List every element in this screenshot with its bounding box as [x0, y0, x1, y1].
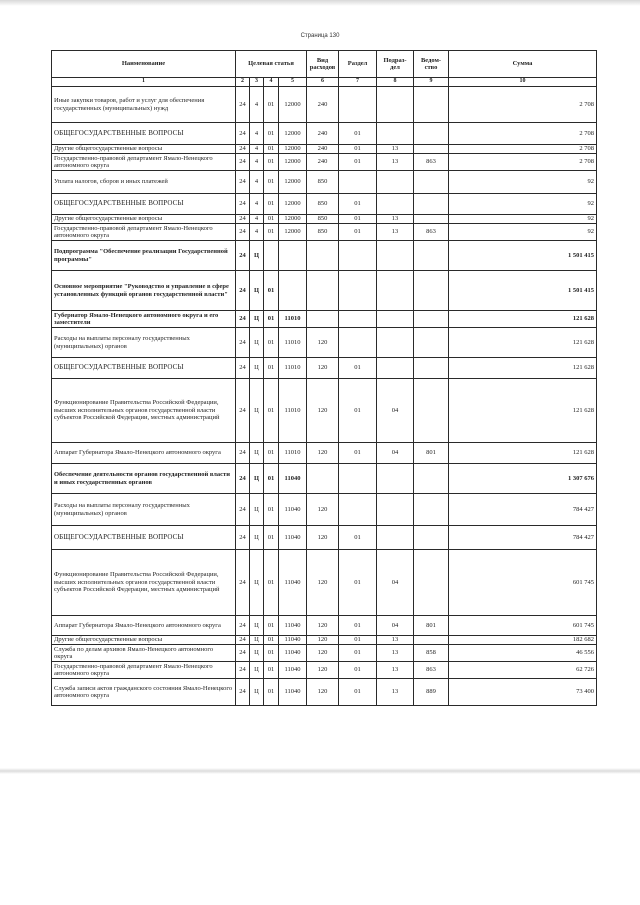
code-part-1-cell: 24: [236, 224, 250, 241]
row-name-cell: Государственно-правовой департамент Ямало-Ненецкого автономного округа: [52, 154, 236, 171]
code-part-4-cell: 11040: [279, 526, 307, 550]
row-name-cell: Функционирование Правительства Российской Федерации, высших исполнительных органов государственной власти субъектов Российской Федерации, местных администраций: [52, 550, 236, 616]
table-row: [52, 271, 597, 311]
code-part-3-cell: 01: [264, 662, 279, 679]
column-number: 5: [279, 78, 307, 87]
column-number: 9: [414, 78, 449, 87]
code-part-4-cell: 11010: [279, 328, 307, 358]
sum-cell: 92: [449, 224, 597, 241]
code-part-4-cell: 11010: [279, 443, 307, 464]
subsection-cell: [377, 311, 414, 328]
code-part-4-cell: 11040: [279, 662, 307, 679]
expense-type-cell: [307, 311, 339, 328]
code-part-4-cell: 12000: [279, 154, 307, 171]
code-part-4-cell: 12000: [279, 171, 307, 194]
code-part-3-cell: [264, 241, 279, 271]
expense-type-cell: 850: [307, 215, 339, 224]
code-part-4-cell: 12000: [279, 194, 307, 215]
subsection-cell: [377, 194, 414, 215]
table-row: [52, 241, 597, 271]
subsection-cell: 13: [377, 224, 414, 241]
table-row: [52, 123, 597, 145]
department-cell: [414, 328, 449, 358]
row-name-cell: ОБЩЕГОСУДАРСТВЕННЫЕ ВОПРОСЫ: [52, 526, 236, 550]
section-cell: [339, 328, 377, 358]
subsection-cell: 13: [377, 645, 414, 662]
code-part-1-cell: 24: [236, 379, 250, 443]
code-part-1-cell: 24: [236, 194, 250, 215]
code-part-4-cell: 11010: [279, 379, 307, 443]
table-row: [52, 154, 597, 171]
table-row: [52, 526, 597, 550]
section-cell: 01: [339, 526, 377, 550]
budget-table: [51, 50, 597, 706]
code-part-2-cell: 4: [250, 145, 264, 154]
code-part-1-cell: 24: [236, 87, 250, 123]
code-part-1-cell: 24: [236, 645, 250, 662]
code-part-1-cell: 24: [236, 494, 250, 526]
code-part-1-cell: 24: [236, 241, 250, 271]
code-part-1-cell: 24: [236, 550, 250, 616]
code-part-4-cell: 11040: [279, 494, 307, 526]
code-part-3-cell: 01: [264, 145, 279, 154]
code-part-1-cell: 24: [236, 662, 250, 679]
code-part-4-cell: 12000: [279, 123, 307, 145]
subsection-cell: 04: [377, 616, 414, 636]
column-number: 6: [307, 78, 339, 87]
department-cell: [414, 171, 449, 194]
column-number-row: [52, 78, 597, 87]
header-target-article: Целевая статья: [236, 51, 307, 78]
table-row: [52, 145, 597, 154]
department-cell: [414, 550, 449, 616]
code-part-1-cell: 24: [236, 271, 250, 311]
code-part-2-cell: 4: [250, 171, 264, 194]
row-name-cell: Иные закупки товаров, работ и услуг для обеспечения государственных (муниципальных) нужд: [52, 87, 236, 123]
department-cell: 889: [414, 679, 449, 706]
expense-type-cell: 120: [307, 328, 339, 358]
row-name-cell: Государственно-правовой департамент Ямало-Ненецкого автономного округа: [52, 224, 236, 241]
subsection-cell: [377, 526, 414, 550]
code-part-3-cell: 01: [264, 616, 279, 636]
code-part-4-cell: 11040: [279, 645, 307, 662]
sum-cell: 2 708: [449, 123, 597, 145]
code-part-2-cell: Ц: [250, 679, 264, 706]
code-part-3-cell: 01: [264, 328, 279, 358]
department-cell: [414, 494, 449, 526]
code-part-3-cell: 01: [264, 171, 279, 194]
section-cell: 01: [339, 379, 377, 443]
code-part-1-cell: 24: [236, 171, 250, 194]
sum-cell: 73 400: [449, 679, 597, 706]
subsection-cell: [377, 358, 414, 379]
row-name-cell: Служба записи актов гражданского состояния Ямало-Ненецкого автономного округа: [52, 679, 236, 706]
code-part-2-cell: Ц: [250, 271, 264, 311]
department-cell: [414, 87, 449, 123]
code-part-3-cell: 01: [264, 224, 279, 241]
code-part-4-cell: [279, 241, 307, 271]
subsection-cell: 13: [377, 154, 414, 171]
expense-type-cell: 120: [307, 526, 339, 550]
table-row: [52, 679, 597, 706]
header-section: Раздел: [339, 51, 377, 78]
table-row: [52, 224, 597, 241]
code-part-4-cell: 12000: [279, 215, 307, 224]
code-part-4-cell: 11040: [279, 550, 307, 616]
code-part-3-cell: 01: [264, 154, 279, 171]
expense-type-cell: 120: [307, 636, 339, 645]
row-name-cell: Аппарат Губернатора Ямало-Ненецкого автономного округа: [52, 443, 236, 464]
code-part-2-cell: 4: [250, 194, 264, 215]
code-part-2-cell: 4: [250, 154, 264, 171]
table-row: [52, 87, 597, 123]
sum-cell: 92: [449, 194, 597, 215]
sum-cell: 46 556: [449, 645, 597, 662]
code-part-2-cell: Ц: [250, 311, 264, 328]
code-part-3-cell: 01: [264, 464, 279, 494]
subsection-cell: 13: [377, 636, 414, 645]
header-name: Наименование: [52, 51, 236, 78]
subsection-cell: [377, 464, 414, 494]
row-name-cell: Аппарат Губернатора Ямало-Ненецкого автономного округа: [52, 616, 236, 636]
code-part-3-cell: 01: [264, 215, 279, 224]
code-part-1-cell: 24: [236, 464, 250, 494]
expense-type-cell: 850: [307, 194, 339, 215]
table-row: [52, 311, 597, 328]
department-cell: [414, 358, 449, 379]
code-part-3-cell: 01: [264, 87, 279, 123]
expense-type-cell: 120: [307, 550, 339, 616]
department-cell: [414, 464, 449, 494]
code-part-2-cell: 4: [250, 123, 264, 145]
row-name-cell: Функционирование Правительства Российской Федерации, высших исполнительных органов государственной власти субъектов Российской Федерации, местных администраций: [52, 379, 236, 443]
table-row: [52, 636, 597, 645]
expense-type-cell: 240: [307, 123, 339, 145]
subsection-cell: [377, 271, 414, 311]
table-row: [52, 215, 597, 224]
code-part-4-cell: 11040: [279, 636, 307, 645]
sum-cell: 121 628: [449, 379, 597, 443]
department-cell: [414, 145, 449, 154]
section-cell: 01: [339, 443, 377, 464]
code-part-4-cell: 11040: [279, 464, 307, 494]
column-number: 8: [377, 78, 414, 87]
code-part-4-cell: [279, 271, 307, 311]
subsection-cell: [377, 87, 414, 123]
code-part-2-cell: Ц: [250, 616, 264, 636]
department-cell: [414, 215, 449, 224]
code-part-2-cell: Ц: [250, 358, 264, 379]
department-cell: 801: [414, 443, 449, 464]
sum-cell: 62 726: [449, 662, 597, 679]
row-name-cell: ОБЩЕГОСУДАРСТВЕННЫЕ ВОПРОСЫ: [52, 358, 236, 379]
row-name-cell: Государственно-правовой департамент Ямало-Ненецкого автономного округа: [52, 662, 236, 679]
subsection-cell: 13: [377, 662, 414, 679]
expense-type-cell: 240: [307, 87, 339, 123]
code-part-3-cell: 01: [264, 679, 279, 706]
table-row: [52, 464, 597, 494]
department-cell: [414, 271, 449, 311]
section-cell: 01: [339, 194, 377, 215]
header-sum: Сумма: [449, 51, 597, 78]
table-row: [52, 171, 597, 194]
sum-cell: 121 628: [449, 358, 597, 379]
code-part-2-cell: Ц: [250, 379, 264, 443]
code-part-3-cell: 01: [264, 194, 279, 215]
sum-cell: 2 708: [449, 154, 597, 171]
expense-type-cell: 120: [307, 443, 339, 464]
sum-cell: 2 708: [449, 145, 597, 154]
code-part-1-cell: 24: [236, 358, 250, 379]
table-row: [52, 194, 597, 215]
subsection-cell: 04: [377, 550, 414, 616]
code-part-3-cell: 01: [264, 550, 279, 616]
table-row: [52, 494, 597, 526]
subsection-cell: [377, 328, 414, 358]
page-header: Страница 130: [300, 33, 340, 39]
section-cell: [339, 311, 377, 328]
sum-cell: 121 628: [449, 311, 597, 328]
table-row: [52, 328, 597, 358]
sum-cell: 784 427: [449, 494, 597, 526]
sum-cell: 182 682: [449, 636, 597, 645]
code-part-4-cell: 12000: [279, 145, 307, 154]
row-name-cell: Обеспечение деятельности органов государственной власти и иных государственных органов: [52, 464, 236, 494]
department-cell: [414, 311, 449, 328]
section-cell: [339, 241, 377, 271]
code-part-1-cell: 24: [236, 636, 250, 645]
code-part-2-cell: Ц: [250, 645, 264, 662]
department-cell: [414, 526, 449, 550]
section-cell: 01: [339, 616, 377, 636]
section-cell: 01: [339, 662, 377, 679]
expense-type-cell: 120: [307, 645, 339, 662]
scan-edge-top: [0, 0, 640, 6]
column-number: 10: [449, 78, 597, 87]
code-part-3-cell: 01: [264, 123, 279, 145]
expense-type-cell: 120: [307, 379, 339, 443]
department-cell: 863: [414, 662, 449, 679]
code-part-4-cell: 11040: [279, 679, 307, 706]
expense-type-cell: 240: [307, 145, 339, 154]
department-cell: [414, 636, 449, 645]
subsection-cell: 04: [377, 379, 414, 443]
row-name-cell: Служба по делам архивов Ямало-Ненецкого автономного округа: [52, 645, 236, 662]
section-cell: 01: [339, 645, 377, 662]
row-name-cell: ОБЩЕГОСУДАРСТВЕННЫЕ ВОПРОСЫ: [52, 194, 236, 215]
code-part-4-cell: 12000: [279, 87, 307, 123]
row-name-cell: Расходы на выплаты персоналу государственных (муниципальных) органов: [52, 328, 236, 358]
code-part-4-cell: 11040: [279, 616, 307, 636]
code-part-3-cell: 01: [264, 494, 279, 526]
section-cell: 01: [339, 224, 377, 241]
department-cell: 863: [414, 154, 449, 171]
sum-cell: 601 745: [449, 550, 597, 616]
sum-cell: 601 745: [449, 616, 597, 636]
code-part-2-cell: 4: [250, 215, 264, 224]
code-part-1-cell: 24: [236, 328, 250, 358]
subsection-cell: 13: [377, 215, 414, 224]
expense-type-cell: 850: [307, 171, 339, 194]
row-name-cell: Другие общегосударственные вопросы: [52, 145, 236, 154]
code-part-3-cell: 01: [264, 311, 279, 328]
row-name-cell: Основное мероприятие "Руководство и управление в сфере установленных функций органов государственной власти": [52, 271, 236, 311]
row-name-cell: Другие общегосударственные вопросы: [52, 215, 236, 224]
department-cell: 863: [414, 224, 449, 241]
expense-type-cell: 120: [307, 662, 339, 679]
department-cell: [414, 241, 449, 271]
table-row: [52, 379, 597, 443]
table-row: [52, 550, 597, 616]
code-part-1-cell: 24: [236, 215, 250, 224]
code-part-2-cell: 4: [250, 87, 264, 123]
code-part-4-cell: 11010: [279, 311, 307, 328]
row-name-cell: ОБЩЕГОСУДАРСТВЕННЫЕ ВОПРОСЫ: [52, 123, 236, 145]
sum-cell: 92: [449, 171, 597, 194]
header-department: Ведом-ство: [414, 51, 449, 78]
table-row: [52, 358, 597, 379]
department-cell: [414, 123, 449, 145]
code-part-2-cell: Ц: [250, 550, 264, 616]
sum-cell: 121 628: [449, 443, 597, 464]
code-part-1-cell: 24: [236, 123, 250, 145]
code-part-1-cell: 24: [236, 443, 250, 464]
subsection-cell: 13: [377, 145, 414, 154]
section-cell: [339, 171, 377, 194]
section-cell: 01: [339, 358, 377, 379]
sum-cell: 92: [449, 215, 597, 224]
code-part-3-cell: 01: [264, 379, 279, 443]
subsection-cell: [377, 241, 414, 271]
section-cell: 01: [339, 154, 377, 171]
subsection-cell: 13: [377, 679, 414, 706]
header-expense-type: Вид расходов: [307, 51, 339, 78]
code-part-3-cell: 01: [264, 443, 279, 464]
code-part-1-cell: 24: [236, 154, 250, 171]
code-part-4-cell: 12000: [279, 224, 307, 241]
subsection-cell: [377, 123, 414, 145]
expense-type-cell: 120: [307, 679, 339, 706]
section-cell: [339, 87, 377, 123]
department-cell: [414, 379, 449, 443]
section-cell: [339, 464, 377, 494]
department-cell: 801: [414, 616, 449, 636]
row-name-cell: Уплата налогов, сборов и иных платежей: [52, 171, 236, 194]
code-part-1-cell: 24: [236, 311, 250, 328]
sum-cell: 1 307 676: [449, 464, 597, 494]
department-cell: [414, 194, 449, 215]
subsection-cell: [377, 494, 414, 526]
expense-type-cell: 120: [307, 358, 339, 379]
code-part-2-cell: Ц: [250, 328, 264, 358]
code-part-2-cell: Ц: [250, 494, 264, 526]
expense-type-cell: 850: [307, 224, 339, 241]
expense-type-cell: [307, 464, 339, 494]
code-part-1-cell: 24: [236, 145, 250, 154]
code-part-3-cell: 01: [264, 271, 279, 311]
sum-cell: 1 501 415: [449, 271, 597, 311]
code-part-2-cell: Ц: [250, 526, 264, 550]
column-number: 2: [236, 78, 250, 87]
column-number: 3: [250, 78, 264, 87]
table-row: [52, 443, 597, 464]
code-part-2-cell: Ц: [250, 662, 264, 679]
code-part-3-cell: 01: [264, 358, 279, 379]
table-row: [52, 662, 597, 679]
table-row: [52, 616, 597, 636]
section-cell: 01: [339, 679, 377, 706]
expense-type-cell: [307, 271, 339, 311]
expense-type-cell: 120: [307, 494, 339, 526]
section-cell: [339, 494, 377, 526]
code-part-1-cell: 24: [236, 679, 250, 706]
code-part-2-cell: Ц: [250, 443, 264, 464]
scan-edge-bottom: [0, 768, 640, 774]
sum-cell: 1 501 415: [449, 241, 597, 271]
code-part-3-cell: 01: [264, 636, 279, 645]
section-cell: 01: [339, 215, 377, 224]
row-name-cell: Губернатор Ямало-Ненецкого автономного округа и его заместители: [52, 311, 236, 328]
code-part-3-cell: 01: [264, 526, 279, 550]
section-cell: 01: [339, 636, 377, 645]
subsection-cell: [377, 171, 414, 194]
code-part-2-cell: Ц: [250, 636, 264, 645]
table-row: [52, 645, 597, 662]
code-part-3-cell: 01: [264, 645, 279, 662]
expense-type-cell: 240: [307, 154, 339, 171]
section-cell: [339, 271, 377, 311]
department-cell: 858: [414, 645, 449, 662]
code-part-2-cell: 4: [250, 224, 264, 241]
sum-cell: 121 628: [449, 328, 597, 358]
row-name-cell: Подпрограмма "Обеспечение реализации Государственной программы": [52, 241, 236, 271]
column-number: 7: [339, 78, 377, 87]
code-part-2-cell: Ц: [250, 241, 264, 271]
section-cell: 01: [339, 550, 377, 616]
section-cell: 01: [339, 123, 377, 145]
section-cell: 01: [339, 145, 377, 154]
expense-type-cell: 120: [307, 616, 339, 636]
column-number: 1: [52, 78, 236, 87]
code-part-1-cell: 24: [236, 616, 250, 636]
code-part-1-cell: 24: [236, 526, 250, 550]
code-part-2-cell: Ц: [250, 464, 264, 494]
row-name-cell: Другие общегосударственные вопросы: [52, 636, 236, 645]
code-part-4-cell: 11010: [279, 358, 307, 379]
expense-type-cell: [307, 241, 339, 271]
header-subsection: Подраз-дел: [377, 51, 414, 78]
column-number: 4: [264, 78, 279, 87]
sum-cell: 2 708: [449, 87, 597, 123]
sum-cell: 784 427: [449, 526, 597, 550]
row-name-cell: Расходы на выплаты персоналу государственных (муниципальных) органов: [52, 494, 236, 526]
subsection-cell: 04: [377, 443, 414, 464]
